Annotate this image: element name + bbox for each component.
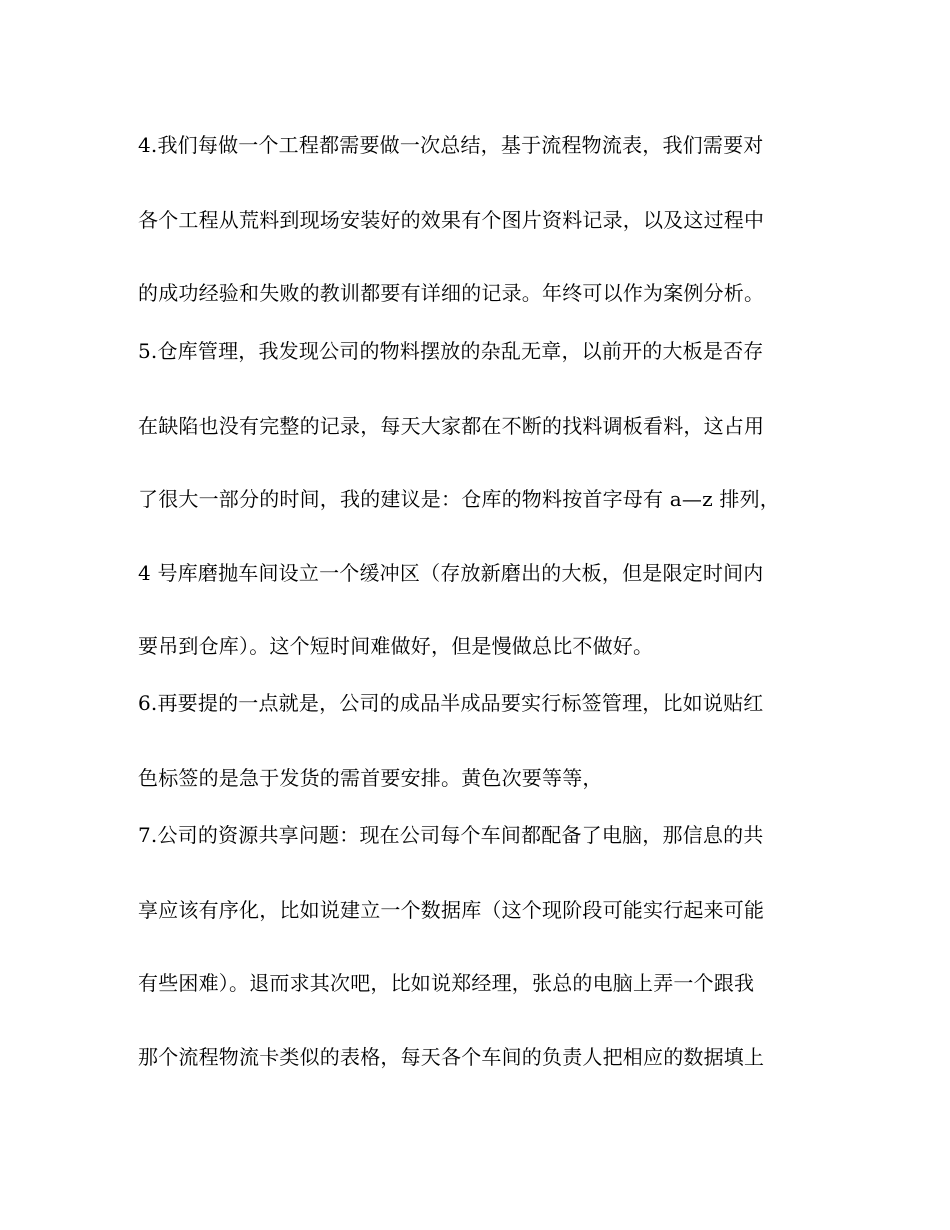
text-line: 的成功经验和失败的教训都要有详细的记录。年终可以作为案例分析。 [138,281,765,305]
text-line: 有些困难）。退而求其次吧，比如说郑经理，张总的电脑上弄一个跟我 [138,971,755,995]
text-line: 了很大一部分的时间，我的建议是：仓库的物料按首字母有 a—z 排列， [138,487,780,511]
text-line: 各个工程从荒料到现场安装好的效果有个图片资料记录，以及这过程中 [138,208,765,232]
text-line: 5.仓库管理，我发现公司的物料摆放的杂乱无章，以前开的大板是否存 [138,339,764,363]
text-line: 6.再要提的一点就是，公司的成品半成品要实行标签管理，比如说贴红 [138,691,764,715]
text-line: 4 号库磨抛车间设立一个缓冲区（存放新磨出的大板，但是限定时间内 [138,561,764,585]
text-line: 色标签的是急于发货的需首要安排。黄色次要等等， [138,766,603,790]
text-line: 享应该有序化，比如说建立一个数据库（这个现阶段可能实行起来可能 [138,898,765,922]
text-line: 7.公司的资源共享问题：现在公司每个车间都配备了电脑，那信息的共 [138,823,764,847]
text-line: 要吊到仓库）。这个短时间难做好，但是慢做总比不做好。 [138,634,654,658]
text-line: 那个流程物流卡类似的表格，每天各个车间的负责人把相应的数据填上 [138,1045,765,1069]
text-line: 4.我们每做一个工程都需要做一次总结，基于流程物流表，我们需要对 [138,133,764,157]
text-line: 在缺陷也没有完整的记录，每天大家都在不断的找料调板看料，这占用 [138,414,765,438]
